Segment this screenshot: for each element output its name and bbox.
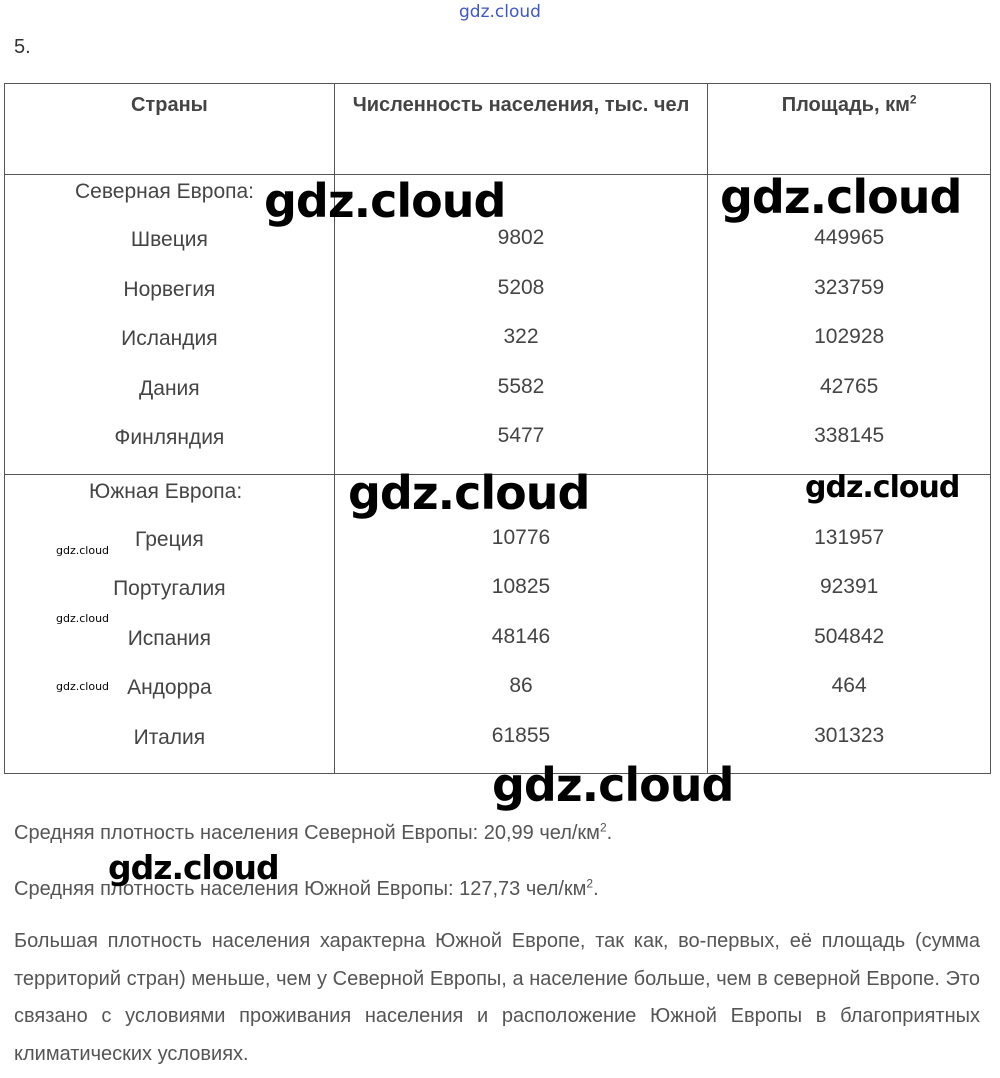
area-cell: 464	[831, 674, 867, 697]
conclusion-paragraph: Большая плотность населения характерна Южной Европе, так как, во-первых, её площадь (сумма территорий стран) меньше, чем у Северной Европы, а население больше, чем в северной Европе. Это связано с условиями проживания населения и расположение Южной Европы в благоприятных климатических условиях.	[14, 930, 980, 1065]
watermark: gdz.cloud	[108, 848, 279, 887]
watermark: gdz.cloud	[56, 680, 110, 693]
density-north-text: Средняя плотность населения Северной Европы: 20,99 чел/$км^2$.	[14, 820, 613, 844]
population-cell: 5477	[497, 424, 545, 447]
area-cell: 338145	[814, 424, 885, 447]
area-cell: 42765	[819, 374, 879, 398]
country-cell: Дания	[139, 376, 200, 400]
population-cell: 61855	[491, 723, 551, 747]
population-cell: 86	[509, 674, 533, 697]
watermark: gdz.cloud	[805, 470, 960, 505]
country-cell: Испания	[127, 626, 212, 650]
area-cell: 504842	[814, 624, 885, 648]
header-countries: Страны	[5, 84, 335, 175]
watermark: gdz.cloud	[492, 758, 734, 812]
population-cell: 10825	[491, 575, 551, 598]
south-area-cell	[708, 474, 991, 774]
area-cell: 102928	[814, 325, 885, 348]
watermark: gdz.cloud	[348, 466, 590, 520]
area-cell: 131957	[814, 525, 885, 549]
watermark: gdz.cloud	[264, 174, 506, 228]
population-cell: 48146	[491, 624, 551, 648]
group-title-north: Северная Европа:	[75, 180, 255, 203]
country-cell: Андорра	[127, 676, 212, 699]
header-population: Численность населения, тыс. чел	[334, 84, 708, 175]
population-cell: 5582	[497, 374, 545, 398]
population-cell: 5208	[497, 275, 545, 299]
density-south-text: Средняя плотность населения Южной Европы: 127,73 чел/$км^2$.	[14, 876, 599, 900]
population-cell: 10776	[491, 525, 551, 549]
country-cell: Норвегия	[123, 277, 216, 301]
country-cell: Исландия	[121, 327, 218, 350]
top-watermark: gdz.cloud	[459, 2, 541, 22]
country-cell: Греция	[135, 527, 204, 551]
country-cell: Италия	[133, 725, 206, 749]
south-countries-cell	[5, 474, 335, 774]
watermark: gdz.cloud	[720, 170, 962, 224]
country-cell: Португалия	[113, 577, 226, 600]
country-cell: Финляндия	[114, 426, 225, 449]
area-cell: 301323	[814, 723, 885, 747]
country-cell: Швеция	[130, 228, 208, 251]
area-cell: 92391	[819, 575, 879, 598]
header-area: Площадь, $км^2$	[708, 84, 991, 175]
population-cell: 322	[503, 325, 539, 348]
watermark: gdz.cloud	[56, 612, 110, 625]
area-cell: 323759	[814, 275, 885, 299]
task-number: 5.	[14, 36, 31, 58]
table-header-row	[5, 84, 991, 175]
area-cell: 449965	[814, 226, 885, 249]
group-title-south: Южная Европа:	[89, 479, 243, 503]
population-cell: 9802	[497, 226, 545, 249]
watermark: gdz.cloud	[56, 544, 110, 557]
